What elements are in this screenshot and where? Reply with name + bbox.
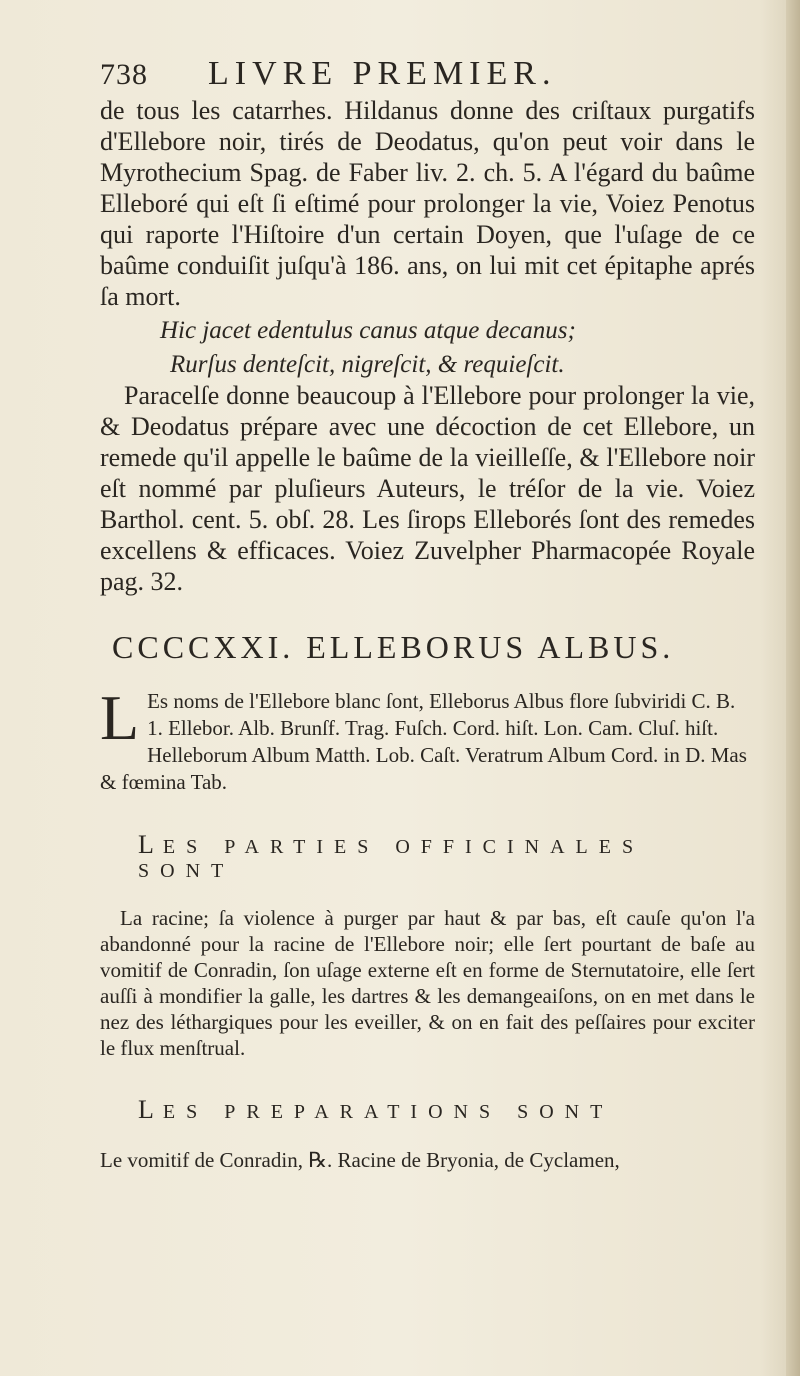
running-title: LIVRE PREMIER. <box>208 55 557 92</box>
drop-cap: L <box>100 682 140 753</box>
chapter-heading: CCCCXXI. ELLEBORUS ALBUS. <box>112 629 675 665</box>
chapter-intro <box>100 682 755 796</box>
paracelse-paragraph: Paracelſe donne beaucoup à l'Ellebore pour prolonger la vie, & Deodatus prépare avec une décoction de cet Ellebore, un remede qu'il appelle le baûme de la vieilleſſe, & l'Ellebore noir eſt nommé par pluſieurs Auteurs, le tréſor de la vie. Voiez Barthol. cent. 5. obſ. 28. Les ſirops Elleborés ſont des remedes excellens & efficaces. Voiez Zuvelpher Pharmacopée Royale pag. 32. <box>100 381 755 596</box>
section-heading-officinales <box>138 830 755 883</box>
section-heading-text: ES PARTIES OFFICINALES SONT <box>138 836 645 882</box>
epitaph-line-2: Rurſus denteſcit, nigreſcit, & requieſcit. <box>170 351 565 378</box>
page-number: 738 <box>100 58 148 91</box>
preparations-paragraph: Le vomitif de Conradin, ℞. Racine de Bryonia, de Cyclamen, <box>100 1148 620 1172</box>
running-header <box>100 55 755 95</box>
page-edge <box>786 0 800 1376</box>
page-content <box>100 55 755 1173</box>
epitaph-line-1: Hic jacet edentulus canus atque decanus; <box>160 317 576 344</box>
section-heading-initial: L <box>138 830 163 859</box>
section-heading-text: ES PREPARATIONS SONT <box>162 1101 614 1123</box>
chapter-intro-text: Es noms de l'Ellebore blanc ſont, Elleborus Albus flore ſubviridi C. B. 1. Ellebor. Alb. Brunſf. Trag. Fuſch. Cord. hiſt. Lon. Cam. Cluſ. hiſt. Helleborum Album Matth. Lob. Caſt. Veratrum Album Cord. in D. Mas & fœmina Tab. <box>100 689 747 794</box>
section-heading-preparations <box>138 1095 755 1125</box>
section-heading-initial: L <box>138 1095 163 1124</box>
officinales-paragraph: La racine; ſa violence à purger par haut & par bas, eſt cauſe qu'on l'a abandonné pour la racine de l'Ellebore noir; elle ſert pourtant de baſe au vomitif de Conradin, ſon uſage externe eſt en forme de Sternutatoire, elle ſert auſſi à mondifier la galle, les dartres & les demangeaiſons, on en met dans le nez des léthargiques pour les eveiller, & on en fait des peſſaires pour exciter le flux menſtrual. <box>100 906 755 1060</box>
continued-paragraph: de tous les catarrhes. Hildanus donne des criſtaux purgatifs d'Ellebore noir, tirés de Deodatus, qu'on peut voir dans le Myrothecium Spag. de Faber liv. 2. ch. 5. A l'égard du baûme Elleboré qui eſt ſi eſtimé pour prolonger la vie, Voiez Penotus qui raporte l'Hiſtoire d'un certain Doyen, que l'uſage de ce baûme conduiſit juſqu'à 186. ans, on lui mit cet épitaphe aprés ſa mort. <box>100 96 755 311</box>
